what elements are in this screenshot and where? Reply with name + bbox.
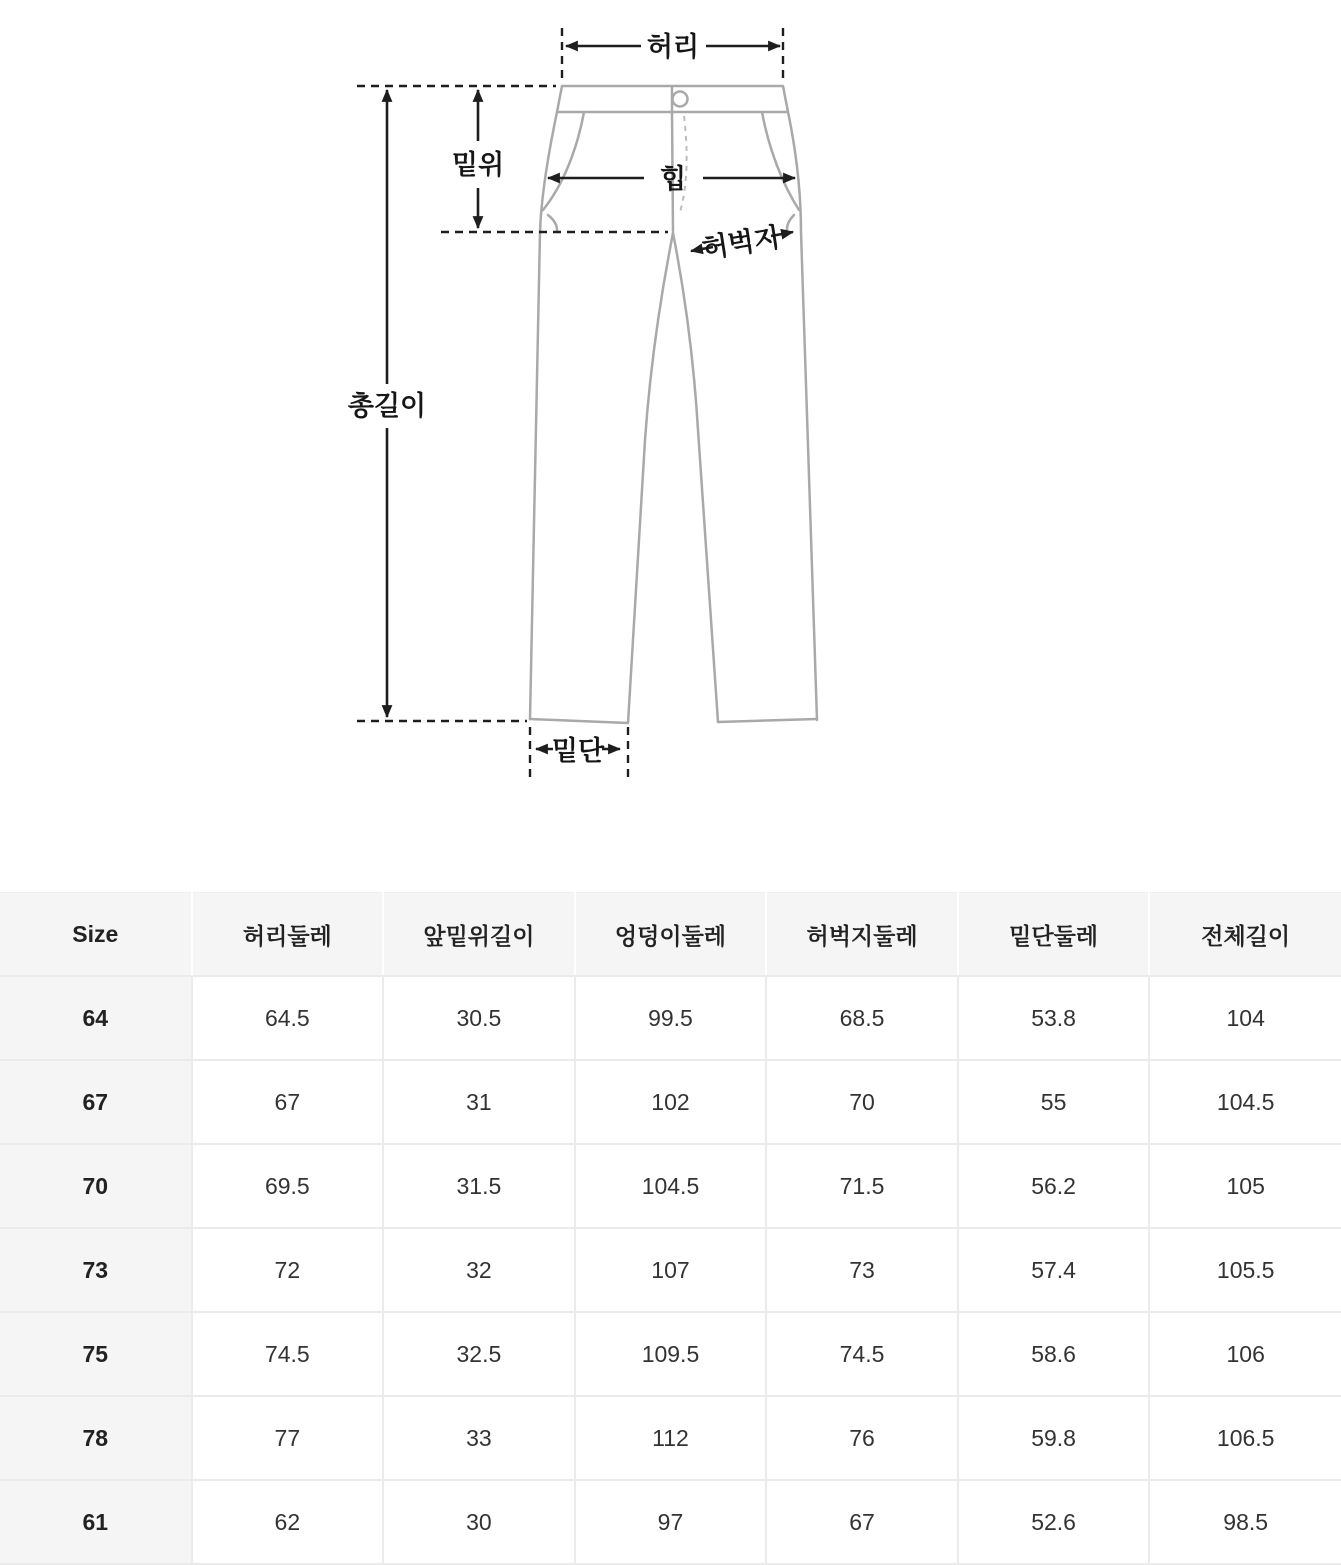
value-cell: 31 <box>383 1060 575 1144</box>
size-cell: 78 <box>0 1396 192 1480</box>
rise-label: 밑위 <box>451 150 505 180</box>
right-hem-edge <box>718 719 817 722</box>
value-cell: 102 <box>575 1060 767 1144</box>
left-pocket <box>543 112 584 232</box>
column-header-hem: 밑단둘레 <box>958 893 1150 977</box>
value-cell: 53.8 <box>958 976 1150 1060</box>
value-cell: 67 <box>192 1060 384 1144</box>
value-cell: 99.5 <box>575 976 767 1060</box>
size-cell: 73 <box>0 1228 192 1312</box>
value-cell: 104.5 <box>1149 1060 1341 1144</box>
value-cell: 105 <box>1149 1144 1341 1228</box>
value-cell: 74.5 <box>192 1312 384 1396</box>
value-cell: 57.4 <box>958 1228 1150 1312</box>
value-cell: 72 <box>192 1228 384 1312</box>
thigh-label: 허벅지 <box>700 222 782 264</box>
hip-label: 힙 <box>659 164 687 194</box>
total-length-label: 총길이 <box>347 391 427 421</box>
value-cell: 33 <box>383 1396 575 1480</box>
value-cell: 30.5 <box>383 976 575 1060</box>
value-cell: 67 <box>766 1480 958 1564</box>
value-cell: 106.5 <box>1149 1396 1341 1480</box>
size-cell: 64 <box>0 976 192 1060</box>
left-inner-seam <box>628 233 673 723</box>
waist-label: 허리 <box>646 32 700 62</box>
table-row <box>0 1396 1341 1480</box>
value-cell: 31.5 <box>383 1144 575 1228</box>
value-cell: 30 <box>383 1480 575 1564</box>
table-row <box>0 1060 1341 1144</box>
value-cell: 107 <box>575 1228 767 1312</box>
value-cell: 109.5 <box>575 1312 767 1396</box>
value-cell: 73 <box>766 1228 958 1312</box>
value-cell: 97 <box>575 1480 767 1564</box>
value-cell: 77 <box>192 1396 384 1480</box>
value-cell: 104 <box>1149 976 1341 1060</box>
value-cell: 58.6 <box>958 1312 1150 1396</box>
table-row <box>0 1144 1341 1228</box>
left-outer-seam <box>530 112 557 719</box>
value-cell: 55 <box>958 1060 1150 1144</box>
right-inner-seam <box>673 233 718 722</box>
size-spec-section <box>0 892 1341 1565</box>
table-row <box>0 1480 1341 1564</box>
value-cell: 64.5 <box>192 976 384 1060</box>
value-cell: 76 <box>766 1396 958 1480</box>
table-row <box>0 1312 1341 1396</box>
value-cell: 69.5 <box>192 1144 384 1228</box>
value-cell: 105.5 <box>1149 1228 1341 1312</box>
size-cell: 75 <box>0 1312 192 1396</box>
value-cell: 56.2 <box>958 1144 1150 1228</box>
value-cell: 112 <box>575 1396 767 1480</box>
value-cell: 68.5 <box>766 976 958 1060</box>
left-hem-edge <box>530 719 628 723</box>
size-cell: 61 <box>0 1480 192 1564</box>
right-pocket <box>762 112 799 232</box>
value-cell: 70 <box>766 1060 958 1144</box>
value-cell: 74.5 <box>766 1312 958 1396</box>
size-table <box>0 892 1341 1565</box>
column-header-size: Size <box>0 893 192 977</box>
column-header-total-length: 전체길이 <box>1149 893 1341 977</box>
column-header-hip: 엉덩이둘레 <box>575 893 767 977</box>
table-header-row <box>0 893 1341 977</box>
value-cell: 52.6 <box>958 1480 1150 1564</box>
value-cell: 32.5 <box>383 1312 575 1396</box>
column-header-front-rise: 앞밑위길이 <box>383 893 575 977</box>
value-cell: 32 <box>383 1228 575 1312</box>
waist-button <box>673 92 688 107</box>
column-header-waist: 허리둘레 <box>192 893 384 977</box>
right-outer-seam <box>788 112 817 720</box>
value-cell: 62 <box>192 1480 384 1564</box>
column-header-thigh: 허벅지둘레 <box>766 893 958 977</box>
value-cell: 98.5 <box>1149 1480 1341 1564</box>
table-row <box>0 976 1341 1060</box>
table-row <box>0 1228 1341 1312</box>
value-cell: 106 <box>1149 1312 1341 1396</box>
size-cell: 67 <box>0 1060 192 1144</box>
hem-label: 밑단 <box>551 736 605 766</box>
measure-arrows <box>387 46 795 749</box>
value-cell: 104.5 <box>575 1144 767 1228</box>
value-cell: 71.5 <box>766 1144 958 1228</box>
size-cell: 70 <box>0 1144 192 1228</box>
value-cell: 59.8 <box>958 1396 1150 1480</box>
